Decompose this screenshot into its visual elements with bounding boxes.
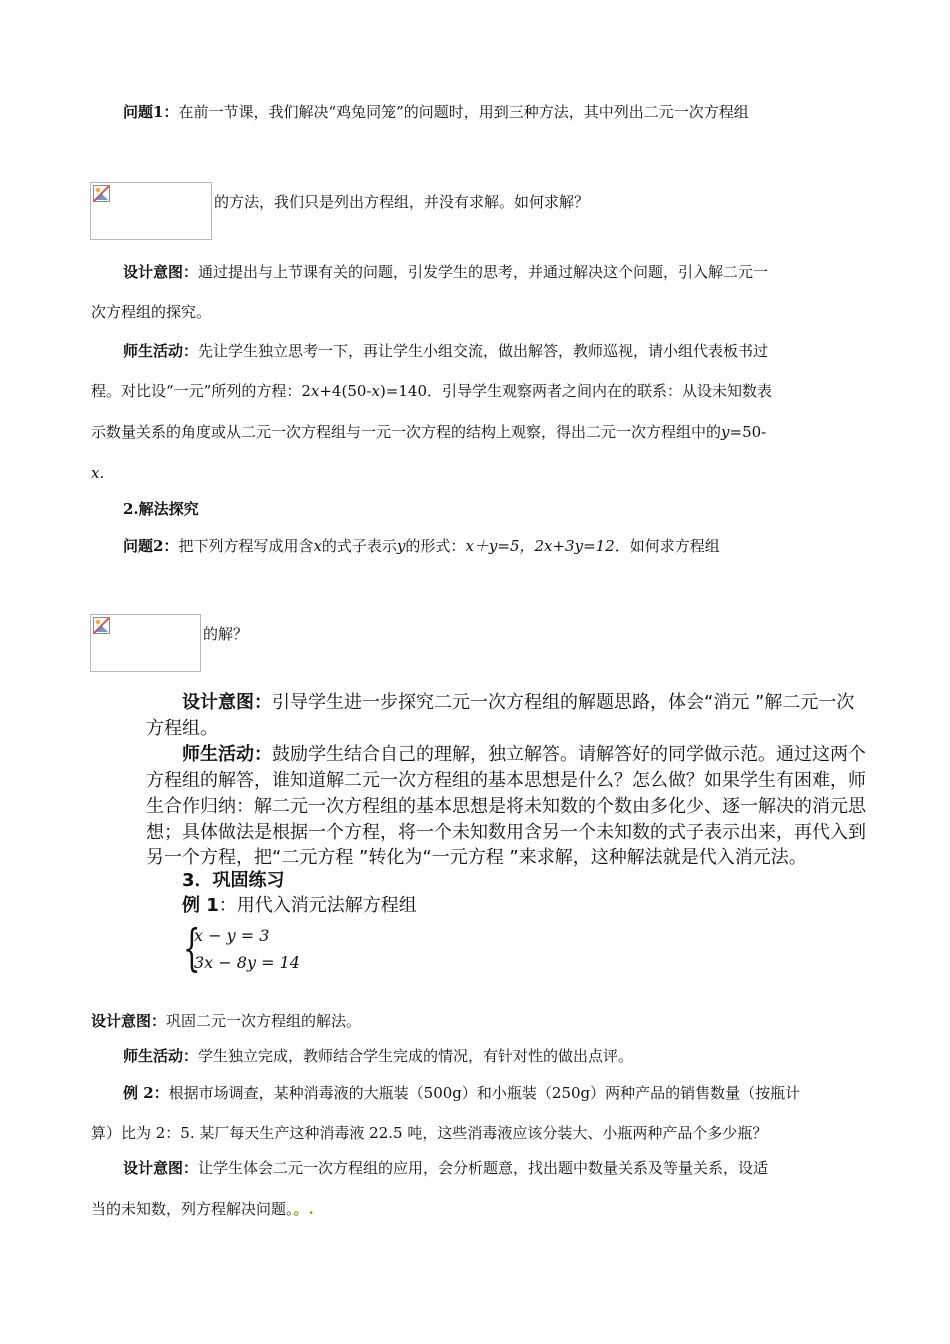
activity1-text-b: +4(50- [319,382,372,400]
activity1-line1 [123,341,768,361]
design-intent3-line [91,1011,361,1031]
question2-label: 问题2： [123,537,179,555]
question2-text-1: 把下列方程写成用含 [178,537,314,555]
broken-image-icon [93,185,110,202]
design-intent1-line1 [123,262,768,282]
activity1-text-d: 示数量关系的角度或从二元一次方程组与一元一次方程的结构上观察，得出二元一次方程组中的 [91,423,722,441]
section2-title: 2.解法探究 [123,500,199,518]
activity2-line4: 想；具体做法是根据一个方程，将一个未知数用含另一个未知数的式子表示出来，再代入到 [146,822,866,843]
question2-equations: x＋y=5，2x+3y=12 [465,537,615,555]
equation-system [183,919,300,978]
activity2-line5: 另一个方程，把“二元方程 ”转化为“一元方程 ”来求解，这种解法就是代入消元法。 [146,847,807,868]
equation-system-image-placeholder [90,614,201,672]
design-intent2-line2: 方程组。 [146,718,218,739]
design-intent3-label: 设计意图： [91,1012,167,1030]
example2-line2: 算）比为 2：5. 某厂每天生产这种消毒液 22.5 吨，这些消毒液应该分装大、小瓶两种产品个多少瓶？ [91,1124,768,1142]
design-intent3-text: 巩固二元一次方程组的解法。 [166,1012,362,1030]
design-intent2-text: 引导学生进一步探究二元一次方程组的解题思路，体会“消元 ”解二元一次 [272,692,855,713]
design-intent4-line2 [91,1199,314,1219]
design-intent4-text-2: 当的未知数，列方程解决问题。 [91,1200,294,1218]
activity1-text: 先让学生独立思考一下，再让学生小组交流，做出解答，教师巡视，请小组代表板书过 [198,342,769,360]
design-intent4-label: 设计意图： [123,1159,199,1177]
example2-line1 [123,1083,800,1103]
activity1-label: 师生活动： [123,342,199,360]
question2-continuation: 的解？ [203,625,249,643]
question1-label: 问题1： [123,103,179,121]
brace-icon: { [183,919,201,977]
trailing-mark: 。. [293,1200,314,1218]
question2-line [123,536,720,556]
question2-text-3: 的形式： [405,537,466,555]
activity2-text: 鼓励学生结合自己的理解，独立解答。请解答好的同学做示范。通过这两个 [272,744,866,765]
equation-image-placeholder [90,182,212,240]
activity2-line2: 方程组的解答，谁知道解二元一次方程组的基本思想是什么？怎么做？如果学生有困难，师 [146,770,866,791]
section3-title: 3．巩固练习 [182,870,285,891]
equation-2: 3x − 8y = 14 [194,953,300,972]
design-intent2-line1 [182,690,854,716]
question1-text: 在前一节课，我们解决“鸡兔同笼”的问题时，用到三种方法，其中列出二元一次方程组 [178,103,749,121]
activity3-text: 学生独立完成，教师结合学生完成的情况，有针对性的做出点评。 [198,1047,634,1065]
activity1-text-a: 程。对比设“一元”所列的方程：2 [91,382,311,400]
example1-line [182,893,417,919]
activity3-line [123,1046,633,1066]
var-x: x [313,537,322,555]
design-intent1-line2: 次方程组的探究。 [91,303,212,321]
question2-text-2: 的式子表示 [321,537,397,555]
var-y: y [396,537,406,555]
question1-continuation: 的方法，我们只是列出方程组，并没有求解。如何求解？ [214,193,590,211]
var-y: y [721,423,730,441]
activity1-line2 [91,381,772,401]
example1-text: ：用代入消元法解方程组 [218,895,417,916]
design-intent1-label: 设计意图： [123,263,199,281]
activity3-label: 师生活动： [123,1047,199,1065]
activity2-line1 [182,742,866,768]
activity1-text-c: )=140．引导学生观察两者之间内在的联系：从设未知数表 [379,382,773,400]
design-intent2-label: 设计意图： [182,692,272,713]
question1-line [123,102,749,122]
activity1-text-e: =50- [729,423,767,441]
design-intent1-text: 通过提出与上节课有关的问题，引发学生的思考，并通过解决这个问题，引入解二元一 [198,263,769,281]
example1-label: 例 1 [182,895,219,916]
question2-text-4: ．如何求方程组 [614,537,720,555]
activity1-line4: x. [91,464,105,482]
activity2-label: 师生活动： [182,744,272,765]
design-intent4-line1 [123,1158,768,1178]
example2-label: 例 2： [123,1084,169,1102]
activity1-line3 [91,422,766,442]
var-x: x [310,382,320,400]
example2-text: 根据市场调查，某种消毒液的大瓶装（500g）和小瓶装（250g）两种产品的销售数量（按瓶计 [168,1084,801,1102]
design-intent4-text: 让学生体会二元一次方程组的应用，会分析题意，找出题中数量关系及等量关系，设适 [198,1159,769,1177]
broken-image-icon [93,617,110,634]
activity2-line3: 生合作归纳：解二元一次方程组的基本思想是将未知数的个数由多化少、逐一解决的消元思 [146,796,866,817]
equation-1: x − y = 3 [194,926,270,945]
var-x: x [371,382,380,400]
